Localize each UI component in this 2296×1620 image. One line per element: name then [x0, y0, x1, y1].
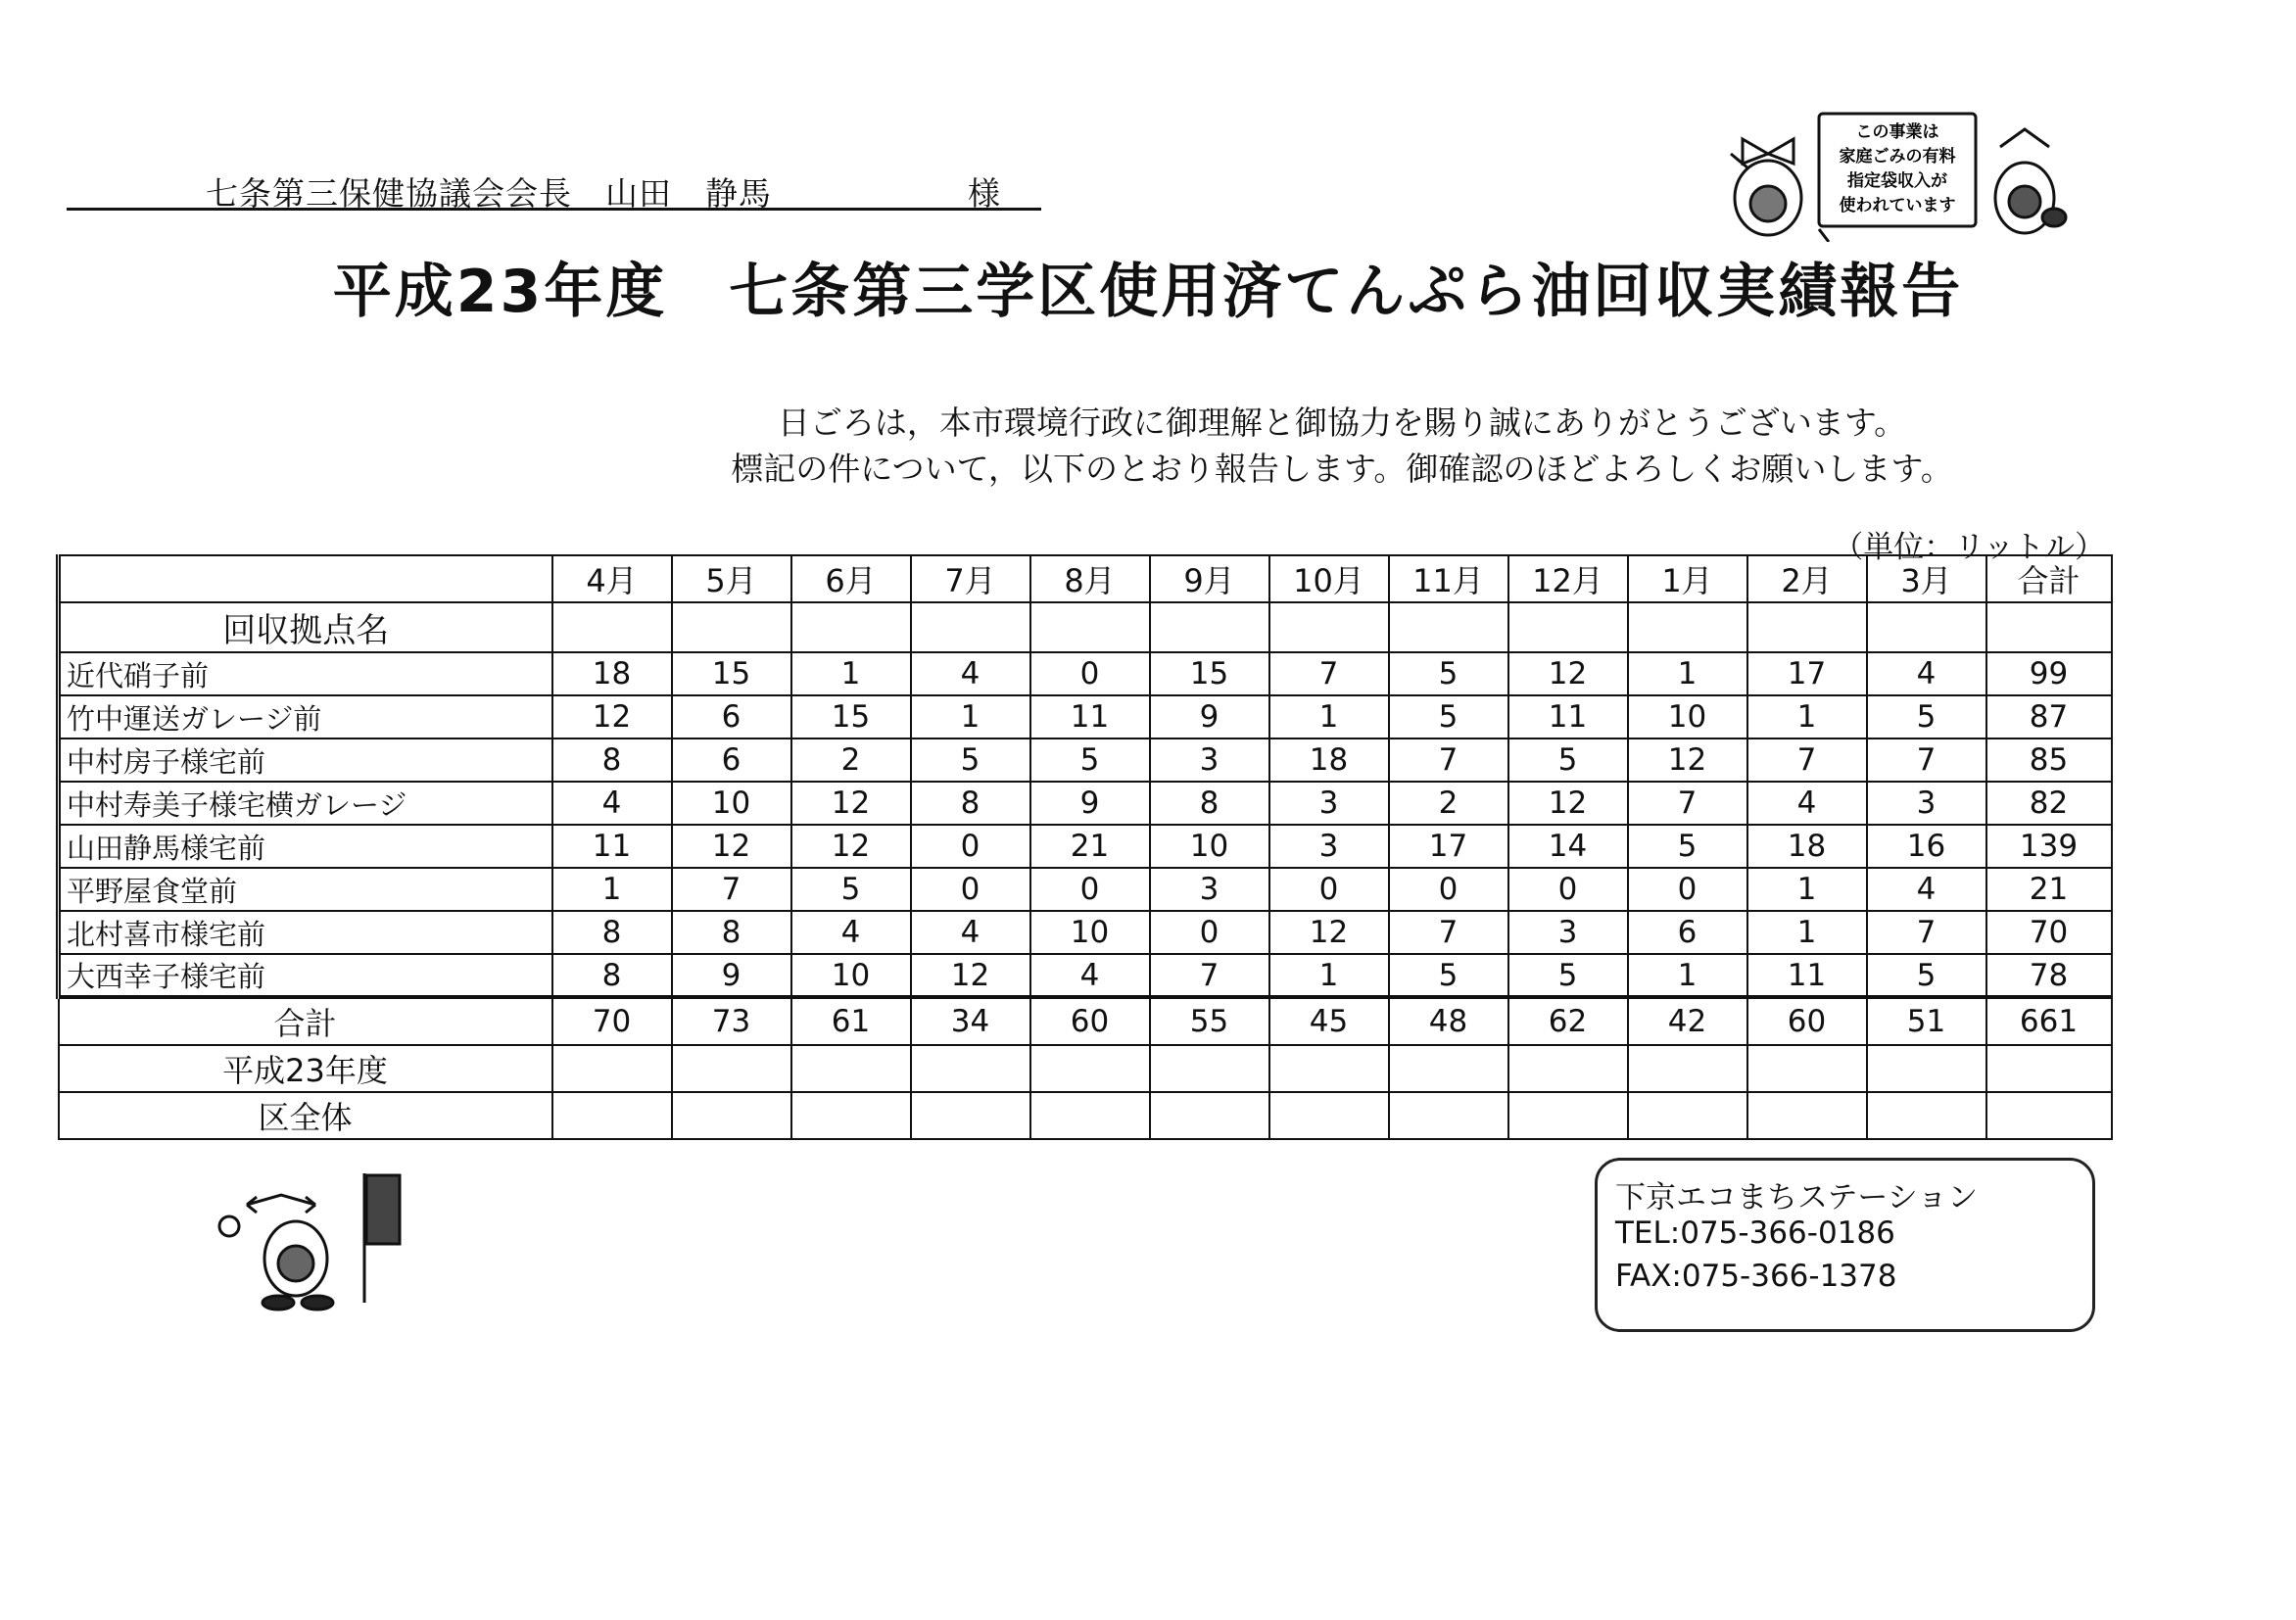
month-value: 5 [911, 739, 1030, 782]
row-total: 87 [1986, 695, 2112, 739]
month-header: 9月 [1150, 555, 1269, 602]
month-value: 11 [1508, 695, 1628, 739]
month-value: 7 [1867, 911, 1986, 954]
grand-total: 661 [1986, 997, 2112, 1045]
site-name: 大西幸子様宅前 [59, 954, 552, 997]
month-value: 5 [791, 868, 911, 911]
month-value: 7 [1867, 739, 1986, 782]
month-value: 8 [1150, 782, 1269, 825]
row-total: 85 [1986, 739, 2112, 782]
month-header-row [59, 555, 2112, 602]
month-value: 7 [672, 868, 791, 911]
month-value: 12 [1508, 782, 1628, 825]
table-row [59, 868, 2112, 911]
site-name: 北村喜市様宅前 [59, 911, 552, 954]
month-header: 3月 [1867, 555, 1986, 602]
month-value: 3 [1150, 868, 1269, 911]
month-value: 14 [1508, 825, 1628, 868]
month-value: 1 [552, 868, 672, 911]
sum-value: 70 [552, 997, 672, 1045]
mascot-left-icon [1731, 139, 1801, 235]
month-value: 8 [672, 911, 791, 954]
badge-line-4: 使われています [1839, 196, 1956, 215]
ward-row [59, 1092, 2112, 1139]
addressee-honorific: 様 [968, 174, 1000, 213]
mascot-flag-illustration [208, 1166, 423, 1312]
year-row [59, 1045, 2112, 1092]
month-value: 5 [1508, 954, 1628, 997]
month-value: 5 [1867, 695, 1986, 739]
addressee-name: 七条第三保健協議会会長 山田 静馬 [206, 174, 772, 213]
month-value: 12 [791, 825, 911, 868]
month-value: 12 [911, 954, 1030, 997]
month-value: 12 [1628, 739, 1747, 782]
month-value: 4 [1030, 954, 1150, 997]
month-value: 10 [1628, 695, 1747, 739]
contact-name: 下京エコまちステーション [1615, 1180, 1979, 1215]
mascot-icon [219, 1173, 400, 1310]
mascot-right-icon [1995, 129, 2066, 233]
year-row-label: 平成23年度 [59, 1045, 552, 1092]
month-value: 9 [1030, 782, 1150, 825]
month-value: 4 [911, 652, 1030, 695]
contact-box [1595, 1158, 2095, 1332]
site-name: 平野屋食堂前 [59, 868, 552, 911]
month-header: 2月 [1747, 555, 1867, 602]
month-value: 4 [911, 911, 1030, 954]
month-value: 0 [911, 868, 1030, 911]
month-value: 7 [1747, 739, 1867, 782]
month-value: 5 [1628, 825, 1747, 868]
month-value: 12 [672, 825, 791, 868]
month-value: 0 [1269, 868, 1389, 911]
addressee-line [67, 168, 1041, 211]
month-value: 1 [1747, 911, 1867, 954]
month-value: 6 [672, 695, 791, 739]
month-header: 5月 [672, 555, 791, 602]
month-value: 8 [911, 782, 1030, 825]
row-total: 139 [1986, 825, 2112, 868]
month-value: 5 [1508, 739, 1628, 782]
table-row [59, 739, 2112, 782]
month-value: 0 [1628, 868, 1747, 911]
row-total: 82 [1986, 782, 2112, 825]
month-value: 18 [1269, 739, 1389, 782]
month-value: 4 [1867, 652, 1986, 695]
table-row [59, 911, 2112, 954]
month-value: 5 [1030, 739, 1150, 782]
month-value: 5 [1389, 954, 1508, 997]
table-row [59, 954, 2112, 997]
month-value: 3 [1269, 782, 1389, 825]
month-value: 9 [1150, 695, 1269, 739]
greeting-line-2: 標記の件について，以下のとおり報告します。御確認のほどよろしくお願いします。 [731, 450, 1953, 488]
month-header: 1月 [1628, 555, 1747, 602]
month-header: 6月 [791, 555, 911, 602]
month-value: 1 [1269, 954, 1389, 997]
badge-line-2: 家庭ごみの有料 [1839, 147, 1956, 167]
sum-value: 42 [1628, 997, 1747, 1045]
unit-label: （単位：リットル） [1833, 530, 2105, 565]
month-header: 11月 [1389, 555, 1508, 602]
month-value: 6 [1628, 911, 1747, 954]
month-value: 0 [1150, 911, 1269, 954]
name-header-row [59, 602, 2112, 652]
site-name: 中村房子様宅前 [59, 739, 552, 782]
month-value: 10 [672, 782, 791, 825]
month-value: 4 [552, 782, 672, 825]
sum-value: 60 [1747, 997, 1867, 1045]
sum-value: 34 [911, 997, 1030, 1045]
sum-value: 73 [672, 997, 791, 1045]
month-header: 7月 [911, 555, 1030, 602]
sum-value: 61 [791, 997, 911, 1045]
month-value: 1 [791, 652, 911, 695]
contact-fax: FAX:075-366-1378 [1615, 1259, 1897, 1294]
contact-tel: TEL:075-366-0186 [1615, 1215, 1895, 1251]
month-value: 8 [552, 911, 672, 954]
month-value: 11 [1747, 954, 1867, 997]
month-value: 2 [791, 739, 911, 782]
report-table-wrap [56, 554, 2109, 1140]
site-name: 竹中運送ガレージ前 [59, 695, 552, 739]
sum-value: 45 [1269, 997, 1389, 1045]
site-name: 中村寿美子様宅横ガレージ [59, 782, 552, 825]
month-value: 15 [672, 652, 791, 695]
month-value: 3 [1508, 911, 1628, 954]
month-value: 4 [791, 911, 911, 954]
sum-value: 51 [1867, 997, 1986, 1045]
badge-line-1: この事業は [1855, 122, 1939, 142]
month-value: 7 [1150, 954, 1269, 997]
row-total: 21 [1986, 868, 2112, 911]
name-header: 回収拠点名 [59, 602, 552, 652]
report-table [56, 554, 2113, 1140]
month-value: 7 [1389, 911, 1508, 954]
month-value: 5 [1389, 652, 1508, 695]
month-value: 18 [552, 652, 672, 695]
row-total: 78 [1986, 954, 2112, 997]
month-value: 4 [1747, 782, 1867, 825]
month-value: 12 [1508, 652, 1628, 695]
sum-label: 合計 [59, 997, 552, 1045]
ward-row-label: 区全体 [59, 1092, 552, 1139]
month-value: 1 [1628, 954, 1747, 997]
month-value: 9 [672, 954, 791, 997]
month-value: 1 [1269, 695, 1389, 739]
month-value: 7 [1628, 782, 1747, 825]
badge-line-3: 指定袋収入が [1847, 171, 1947, 191]
greeting-line-1: 日ごろは，本市環境行政に御理解と御協力を賜り誠にありがとうございます。 [777, 404, 1907, 442]
month-value: 8 [552, 954, 672, 997]
month-value: 1 [911, 695, 1030, 739]
month-value: 12 [1269, 911, 1389, 954]
month-value: 4 [1867, 868, 1986, 911]
month-header: 10月 [1269, 555, 1389, 602]
month-value: 10 [1150, 825, 1269, 868]
month-value: 7 [1269, 652, 1389, 695]
month-value: 18 [1747, 825, 1867, 868]
month-value: 3 [1269, 825, 1389, 868]
table-row [59, 652, 2112, 695]
month-value: 2 [1389, 782, 1508, 825]
sum-row [59, 997, 2112, 1045]
sum-value: 48 [1389, 997, 1508, 1045]
month-value: 3 [1150, 739, 1269, 782]
row-total: 70 [1986, 911, 2112, 954]
month-value: 10 [791, 954, 911, 997]
month-value: 17 [1747, 652, 1867, 695]
month-value: 10 [1030, 911, 1150, 954]
month-value: 1 [1628, 652, 1747, 695]
month-value: 8 [552, 739, 672, 782]
month-value: 0 [1030, 868, 1150, 911]
month-value: 5 [1867, 954, 1986, 997]
month-value: 17 [1389, 825, 1508, 868]
total-header: 合計 [1986, 555, 2112, 602]
table-row [59, 695, 2112, 739]
month-value: 6 [672, 739, 791, 782]
month-header: 8月 [1030, 555, 1150, 602]
site-name: 山田静馬様宅前 [59, 825, 552, 868]
month-value: 0 [1508, 868, 1628, 911]
month-value: 0 [911, 825, 1030, 868]
month-header: 12月 [1508, 555, 1628, 602]
month-value: 0 [1030, 652, 1150, 695]
sum-value: 62 [1508, 997, 1628, 1045]
mascot-badge-illustration [1721, 110, 2074, 242]
month-value: 3 [1867, 782, 1986, 825]
table-row [59, 782, 2112, 825]
month-value: 5 [1389, 695, 1508, 739]
month-value: 15 [791, 695, 911, 739]
month-value: 12 [552, 695, 672, 739]
sum-value: 55 [1150, 997, 1269, 1045]
site-name: 近代硝子前 [59, 652, 552, 695]
row-total: 99 [1986, 652, 2112, 695]
month-value: 0 [1389, 868, 1508, 911]
month-value: 12 [791, 782, 911, 825]
month-value: 11 [1030, 695, 1150, 739]
name-header-top [59, 555, 552, 602]
table-row [59, 825, 2112, 868]
month-value: 11 [552, 825, 672, 868]
month-value: 1 [1747, 695, 1867, 739]
month-value: 21 [1030, 825, 1150, 868]
month-value: 15 [1150, 652, 1269, 695]
sum-value: 60 [1030, 997, 1150, 1045]
report-body [59, 652, 2112, 997]
page-title: 平成23年度 七条第三学区使用済てんぷら油回収実績報告 [332, 258, 1964, 326]
greeting-text [588, 400, 2096, 492]
month-header: 4月 [552, 555, 672, 602]
month-value: 1 [1747, 868, 1867, 911]
month-value: 16 [1867, 825, 1986, 868]
month-value: 7 [1389, 739, 1508, 782]
